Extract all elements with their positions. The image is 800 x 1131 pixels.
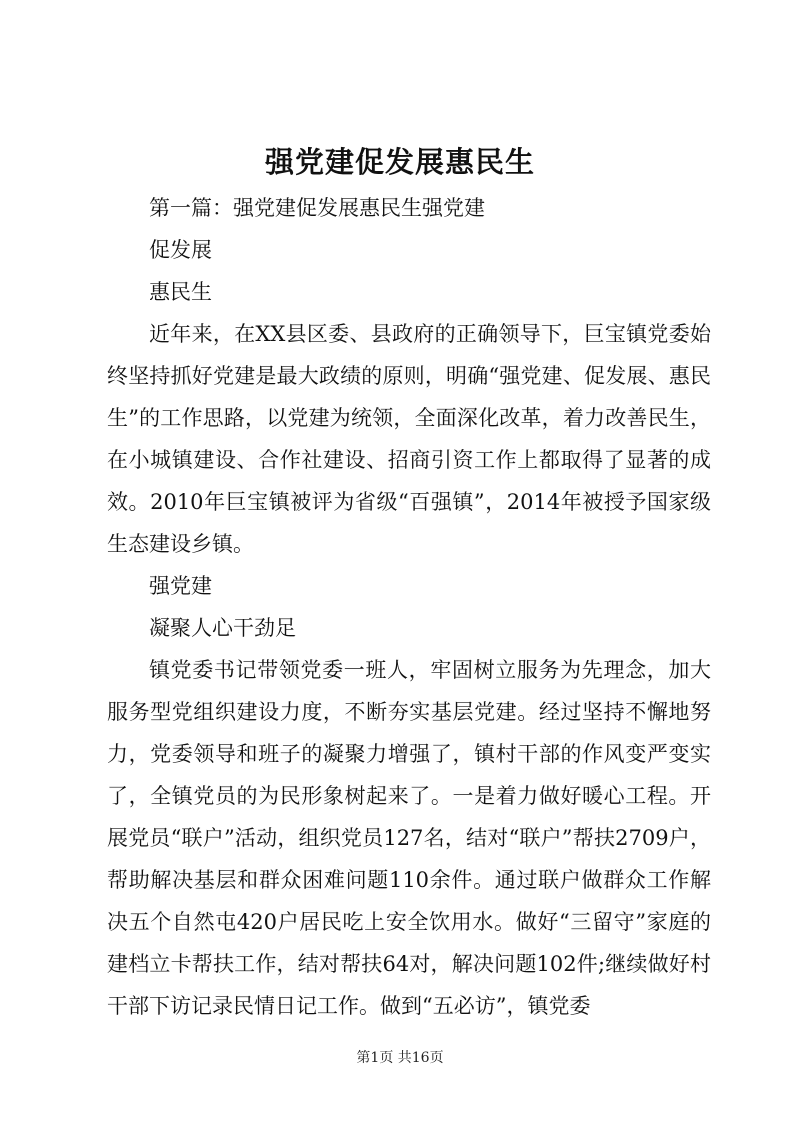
paragraph-heading-party: 强党建 [149,574,212,598]
paragraph-heading-cohesion: 凝聚人心干劲足 [149,616,296,640]
page-footer: 第1页 共16页 [356,1050,444,1066]
paragraph-intro: 近年来，在XX县区委、县政府的正确领导下，巨宝镇党委始终坚持抓好党建是最大政绩的原则，明确“强党建、促发展、惠民生”的工作思路，以党建为统领，全面深化改革，着力改善民生，在小城镇建设、合作社建设、招商引资工作上都取得了显著的成效。2010年巨宝镇被评为省级“百强镇”，2014年被授予国家级生态建设乡镇。 [107,322,711,556]
paragraph-heading-livelihood: 惠民生 [149,280,212,304]
paragraph-heading-develop: 促发展 [149,238,212,262]
paragraph-main: 镇党委书记带领党委一班人，牢固树立服务为先理念，加大服务型党组织建设力度，不断夯实基层党建。经过坚持不懈地努力，党委领导和班子的凝聚力增强了，镇村干部的作风变严变实了，全镇党员的为民形象树起来了。一是着力做好暖心工程。开展党员“联户”活动，组织党员127名，结对“联户”帮扶2709户，帮助解决基层和群众困难问题110余件。通过联户做群众工作解决五个自然屯420户居民吃上安全饮用水。做好“三留守”家庭的建档立卡帮扶工作，结对帮扶64对，解决问题102件;继续做好村干部下访记录民情日记工作。做到“五必访”，镇党委 [107,658,711,1018]
paragraph-subtitle: 第一篇：强党建促发展惠民生强党建 [149,196,485,220]
document-title: 强党建促发展惠民生 [264,145,535,179]
document-body [107,187,711,1027]
